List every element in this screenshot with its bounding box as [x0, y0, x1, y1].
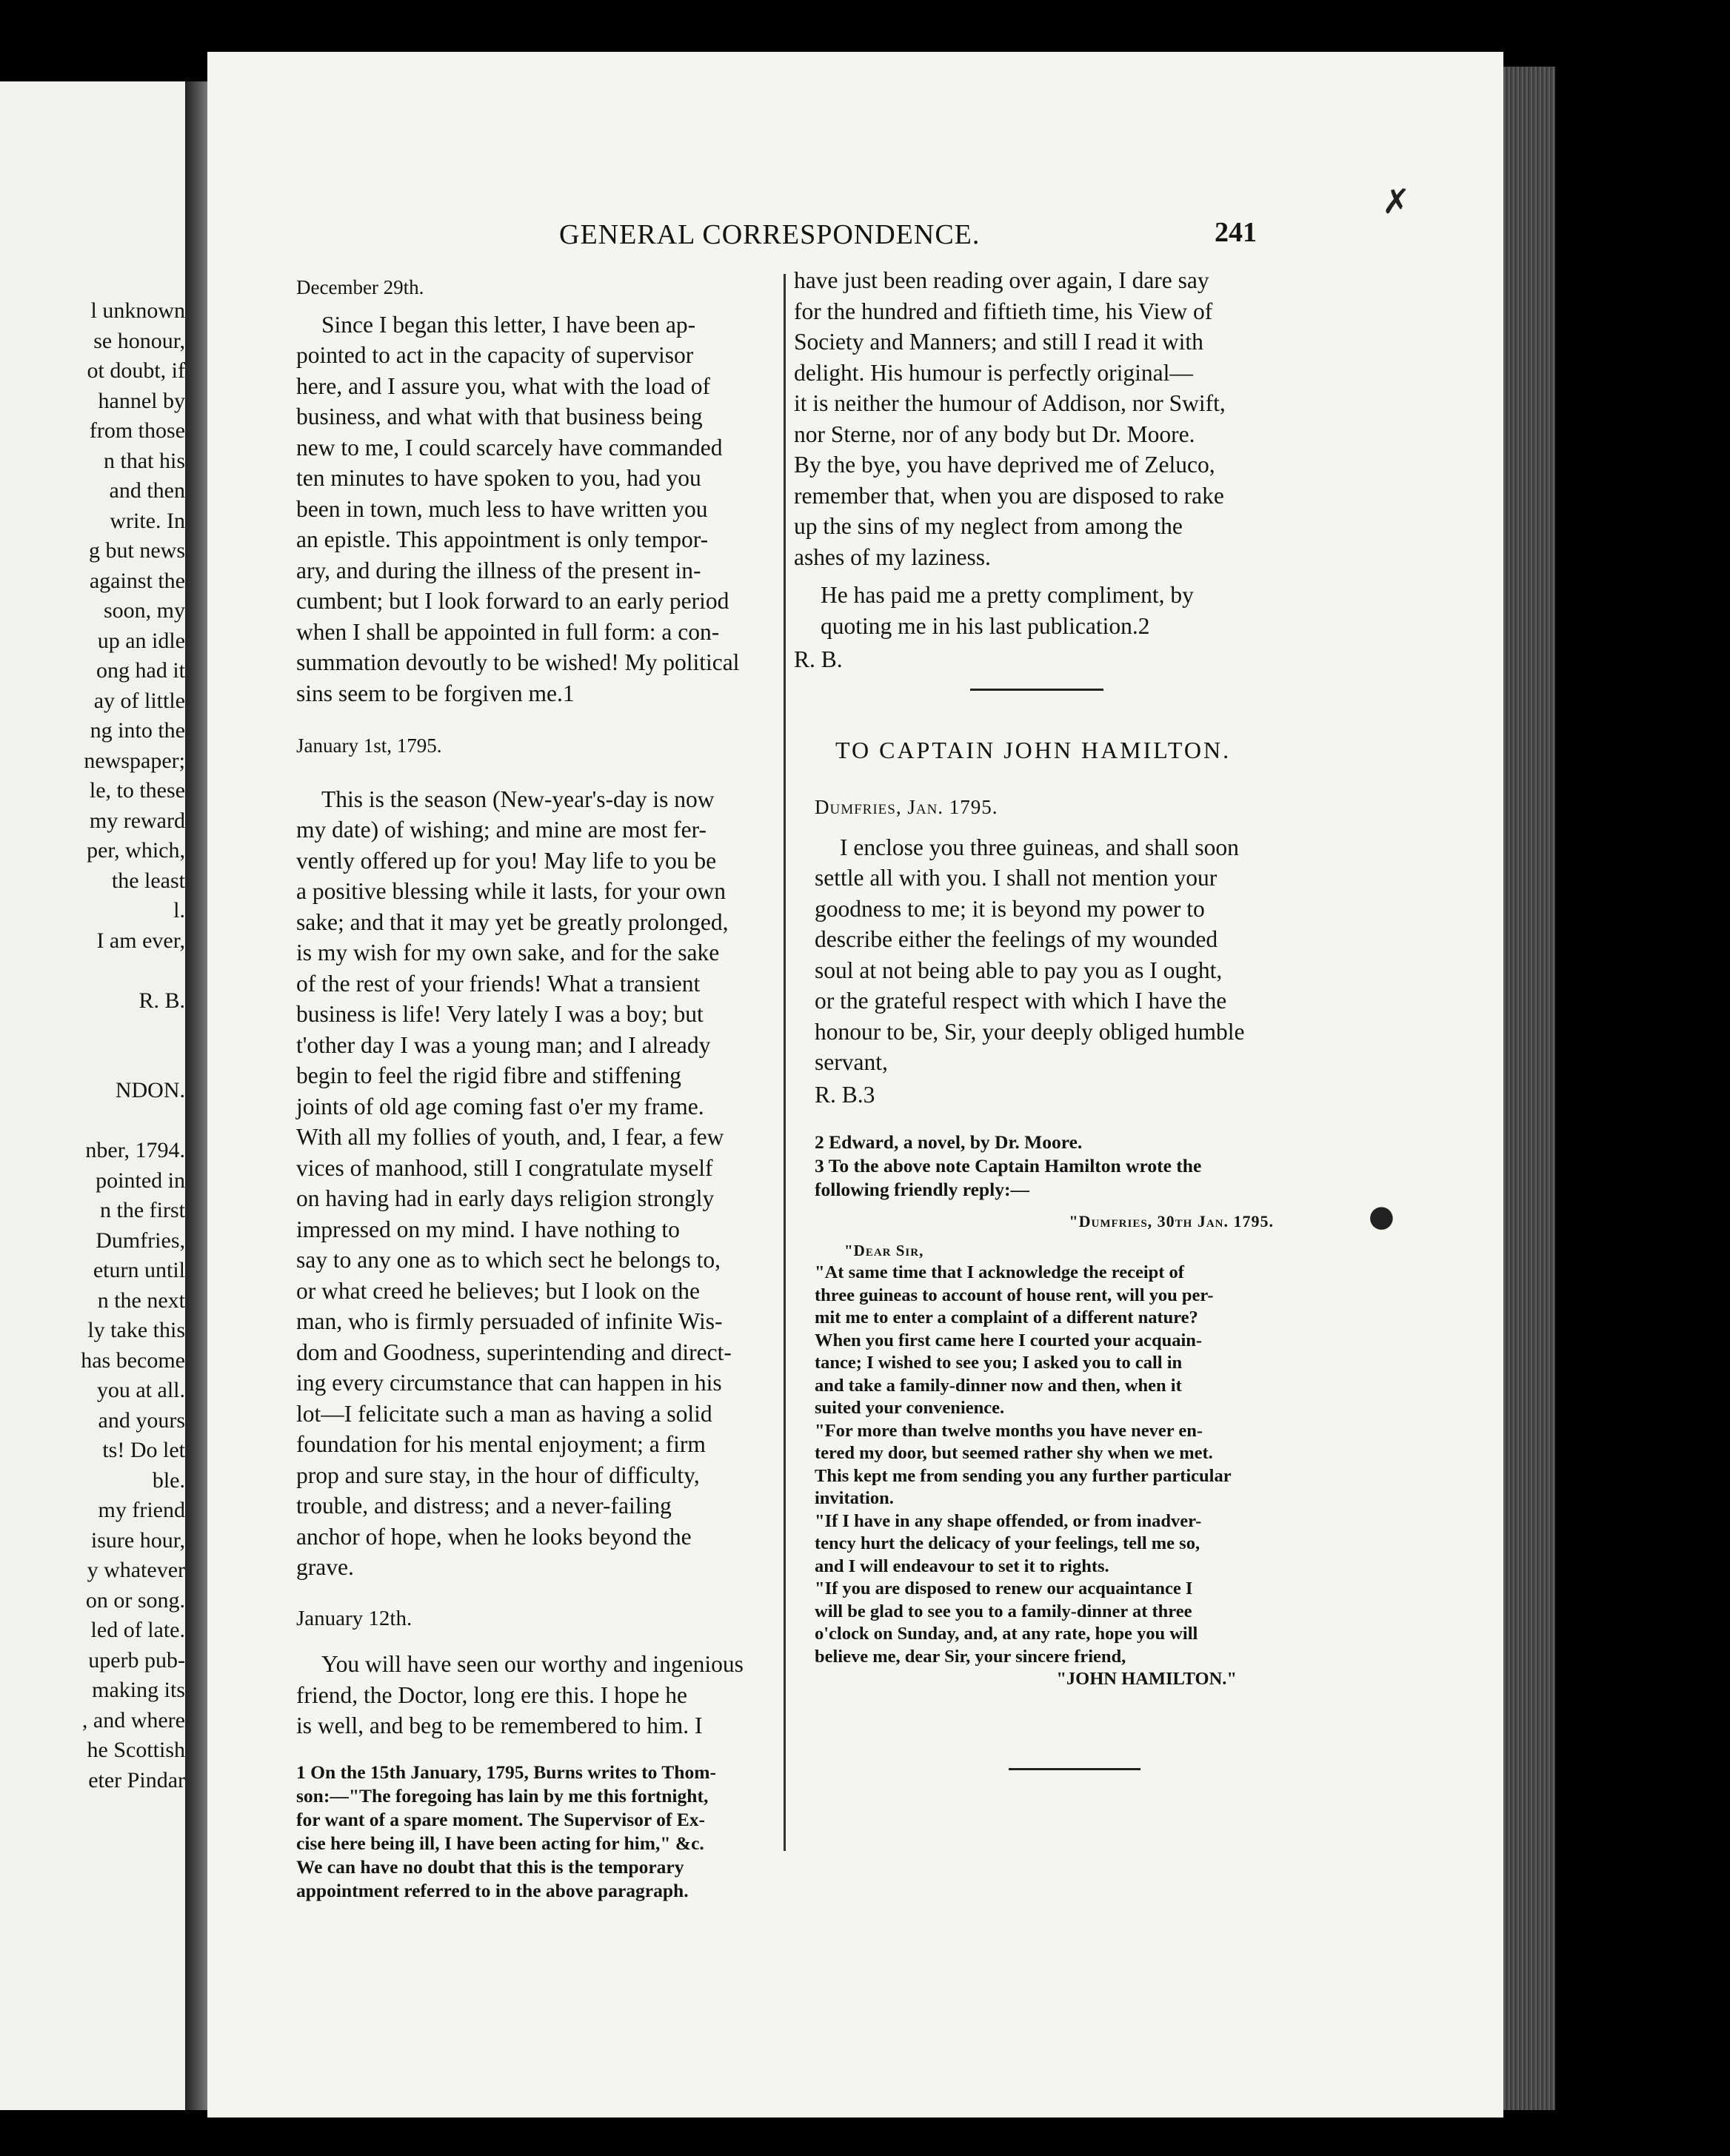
left-page-line: and then — [109, 478, 185, 503]
text-line: describe either the feelings of my wounded — [815, 926, 1218, 952]
left-page-line: per, which, — [87, 838, 185, 863]
left-page-line: ay of little — [93, 688, 185, 713]
text-line: cumbent; but I look forward to an early period — [296, 588, 729, 614]
reply-dateline: "Dumfries, 30th Jan. 1795. — [1069, 1212, 1274, 1231]
left-page-line: and yours — [98, 1407, 185, 1433]
text-line: suited your convenience. — [815, 1398, 1005, 1418]
left-page-line: led of late. — [90, 1618, 185, 1642]
paragraph-dr-moore — [794, 265, 1298, 572]
paragraph-supervisor — [296, 309, 774, 709]
left-page-line: ly take this — [87, 1318, 185, 1342]
text-line: ten minutes to have spoken to you, had you — [296, 465, 701, 491]
left-column — [296, 272, 774, 1903]
text-line: for want of a spare moment. The Supervisor of Ex- — [296, 1808, 706, 1830]
letter-dateline: Dumfries, Jan. 1795. — [815, 796, 998, 818]
reply-salutation: "Dear Sir, — [844, 1241, 924, 1259]
text-line: for the hundred and fiftieth time, his View of — [794, 298, 1213, 324]
text-line: delight. His humour is perfectly original— — [794, 359, 1193, 386]
text-line: soul at not being able to pay you as I ought, — [815, 957, 1223, 983]
text-line: tance; I wished to see you; I asked you to call in — [815, 1353, 1183, 1373]
paragraph-compliment — [794, 580, 1298, 641]
left-page-line: y whatever — [87, 1558, 185, 1582]
left-page-line: on or song. — [85, 1587, 185, 1613]
left-page-line: nber, 1794. — [85, 1138, 185, 1162]
text-line: vices of manhood, still I congratulate myself — [296, 1154, 713, 1181]
text-line: Society and Manners; and still I read it with — [794, 329, 1203, 355]
text-line: is my wish for my own sake, and for the sake — [296, 940, 720, 965]
text-line: sake; and that it may yet be greatly prolonged, — [296, 908, 729, 935]
text-line: tered my door, but seemed rather shy when we met. — [815, 1443, 1213, 1463]
text-line: my date) of wishing; and mine are most fer- — [296, 817, 707, 843]
text-line: new to me, I could scarcely have commanded — [296, 434, 723, 461]
left-page-line: uperb pub- — [88, 1647, 185, 1673]
text-line: believe me, dear Sir, your sincere friend, — [815, 1646, 1126, 1667]
text-line: an epistle. This appointment is only tempor- — [296, 526, 709, 552]
end-divider — [1009, 1768, 1140, 1770]
text-line: You will have seen our worthy and ingenious — [321, 1651, 744, 1677]
text-line: friend, the Doctor, long ere this. I hope he — [296, 1681, 687, 1708]
text-line: is well, and beg to be remembered to him. I — [296, 1713, 703, 1738]
left-page-line: n the first — [100, 1198, 185, 1222]
text-line: have just been reading over again, I dare say — [794, 267, 1209, 293]
text-line: when I shall be appointed in full form: a con- — [296, 618, 720, 645]
book-gutter — [185, 81, 207, 2110]
left-page-line: ong had it — [96, 658, 185, 683]
left-page-line: , and where — [81, 1707, 185, 1732]
signature-rb3: R. B.3 — [815, 1081, 875, 1108]
left-page-line: n the next — [97, 1288, 185, 1313]
text-line: up the sins of my neglect from among the — [794, 513, 1183, 539]
left-page-line: the least — [111, 868, 185, 893]
left-page-line: ng into the — [90, 718, 185, 743]
text-line: ary, and during the illness of the present in- — [296, 557, 701, 583]
text-line: or what creed he believes; but I look on the — [296, 1277, 700, 1304]
text-line: He has paid me a pretty compliment, by — [821, 582, 1194, 608]
left-page-line: newspaper; — [84, 748, 185, 773]
text-line: and take a family-dinner now and then, when it — [815, 1375, 1182, 1396]
left-page-line: se honour, — [93, 328, 185, 353]
signature-rb: R. B. — [794, 646, 843, 672]
text-line: or the grateful respect with which I have the — [815, 988, 1227, 1014]
paragraph-new-year — [296, 784, 774, 1583]
text-line: "For more than twelve months you have never en- — [815, 1420, 1203, 1441]
text-line: I enclose you three guineas, and shall soon — [840, 834, 1239, 860]
left-page-line: eter Pindar — [88, 1767, 185, 1792]
letter-body — [815, 832, 1289, 1078]
hamilton-letter — [815, 792, 1289, 1691]
left-page-line: you at all. — [96, 1378, 185, 1402]
left-page-line: has become — [81, 1348, 185, 1373]
left-page-line: NDON. — [115, 1078, 185, 1102]
left-page-line: R. B. — [138, 988, 185, 1013]
left-page-line: ts! Do let — [102, 1438, 185, 1462]
text-line: business, and what with that business being — [296, 404, 703, 429]
reply-signature: "JOHN HAMILTON." — [1056, 1669, 1237, 1689]
text-line: o'clock on Sunday, and, at any rate, hope you will — [815, 1624, 1198, 1644]
text-line: man, who is firmly persuaded of infinite Wis- — [296, 1308, 723, 1334]
left-page-line: soon, my — [103, 598, 185, 623]
ink-blot-icon: ● — [1369, 1199, 1395, 1233]
left-page-line: my reward — [89, 808, 185, 833]
text-line: With all my follies of youth, and, I fear, a few — [296, 1124, 724, 1150]
footnotes-2-3 — [815, 1131, 1289, 1202]
text-line: impressed on my mind. I have nothing to — [296, 1216, 680, 1242]
text-line: 1 On the 15th January, 1795, Burns writes to Thom- — [296, 1761, 716, 1783]
left-page-line: up an idle — [97, 628, 185, 653]
text-line: servant, — [815, 1049, 888, 1075]
page-edges — [1503, 67, 1555, 2110]
section-divider — [970, 689, 1103, 691]
column-rule — [784, 274, 786, 1851]
left-page-line: l unknown — [90, 298, 185, 323]
text-line: "If you are disposed to renew our acquaintance I — [815, 1578, 1193, 1598]
left-page-line: making its — [92, 1678, 185, 1702]
text-line: anchor of hope, when he looks beyond the — [296, 1523, 692, 1550]
running-header: GENERAL CORRESPONDENCE. — [559, 219, 981, 250]
text-line: By the bye, you have deprived me of Zeluco, — [794, 452, 1215, 478]
left-page-line: my friend — [98, 1498, 185, 1522]
left-page-line: le, to these — [89, 778, 185, 803]
pencil-mark-icon: ✗ — [1382, 181, 1411, 221]
date-december-29: December 29th. — [296, 276, 424, 298]
text-line: pointed to act in the capacity of supervisor — [296, 342, 694, 368]
text-line: cise here being ill, I have been acting for him," &c. — [296, 1832, 704, 1854]
left-page-line: pointed in — [96, 1168, 185, 1193]
text-line: been in town, much less to have written you — [296, 495, 708, 522]
left-page-line: isure hour, — [90, 1527, 185, 1553]
date-january-12: January 12th. — [296, 1606, 413, 1630]
text-line: begin to feel the rigid fibre and stiffening — [296, 1062, 681, 1088]
text-line: settle all with you. I shall not mention your — [815, 865, 1218, 891]
text-line: vently offered up for you! May life to you be — [296, 847, 717, 874]
text-line: invitation. — [815, 1488, 894, 1508]
text-line: trouble, and distress; and a never-failing — [296, 1493, 672, 1519]
left-page-line: I am ever, — [96, 928, 185, 953]
text-line: t'other day I was a young man; and I already — [296, 1031, 711, 1058]
text-line: remember that, when you are disposed to rake — [794, 482, 1224, 509]
text-line: on having had in early days religion strongly — [296, 1185, 715, 1211]
left-page-line: n that his — [104, 448, 185, 473]
text-line: of the rest of your friends! What a transient — [296, 970, 701, 997]
left-page-line: l. — [173, 898, 185, 923]
letter-heading: TO CAPTAIN JOHN HAMILTON. — [835, 737, 1232, 763]
text-line: business is life! Very lately I was a boy; but — [296, 1001, 704, 1027]
text-line: grave. — [296, 1554, 354, 1580]
text-line: son:—"The foregoing has lain by me this fortnight, — [296, 1784, 709, 1807]
left-page-line: Dumfries, — [96, 1228, 185, 1253]
text-line: This is the season (New-year's-day is now — [321, 786, 715, 812]
text-line: joints of old age coming fast o'er my frame. — [296, 1093, 704, 1119]
text-line: it is neither the humour of Addison, nor Swift, — [794, 390, 1226, 416]
text-line: summation devoutly to be wished! My political — [296, 649, 740, 675]
left-page-line: hannel by — [98, 388, 185, 413]
text-line: "If I have in any shape offended, or from inadver- — [815, 1510, 1202, 1531]
left-page-line: against the — [89, 568, 185, 593]
left-page-line: eturn until — [93, 1258, 185, 1282]
left-page-fragment — [0, 81, 190, 2110]
text-line: goodness to me; it is beyond my power to — [815, 895, 1205, 922]
text-line: dom and Goodness, superintending and direct- — [296, 1339, 732, 1365]
text-line: 2 Edward, a novel, by Dr. Moore. — [815, 1131, 1083, 1153]
left-page-line: from those — [89, 418, 185, 443]
text-line: quoting me in his last publication.2 — [821, 612, 1150, 639]
text-line: honour to be, Sir, your deeply obliged humble — [815, 1018, 1245, 1045]
text-line: lot—I felicitate such a man as having a solid — [296, 1400, 712, 1427]
right-column — [794, 265, 1298, 675]
text-line: appointment referred to in the above paragraph. — [296, 1879, 689, 1901]
text-line: mit me to enter a complaint of a different nature? — [815, 1308, 1198, 1328]
text-line: ashes of my laziness. — [794, 543, 991, 570]
text-line: and I will endeavour to set it to rights. — [815, 1556, 1109, 1576]
text-line: We can have no doubt that this is the temporary — [296, 1855, 684, 1878]
text-line: tency hurt the delicacy of your feelings, tell me so, — [815, 1533, 1200, 1553]
text-line: 3 To the above note Captain Hamilton wrote the — [815, 1155, 1202, 1176]
text-line: three guineas to account of house rent, will you per- — [815, 1285, 1214, 1305]
text-line: a positive blessing while it lasts, for your own — [296, 878, 727, 904]
reply-body — [815, 1262, 1289, 1668]
text-line: here, and I assure you, what with the load of — [296, 372, 710, 399]
text-line: ing every circumstance that can happen in his — [296, 1370, 722, 1396]
left-page-line: he Scottish — [87, 1738, 185, 1762]
left-page-line: ble. — [152, 1467, 185, 1493]
text-line: foundation for his mental enjoyment; a firm — [296, 1431, 706, 1457]
footnote-1 — [296, 1761, 774, 1903]
left-page-line: g but news — [89, 538, 185, 563]
left-page-line: write. In — [110, 508, 185, 533]
text-line: When you first came here I courted your acquain- — [815, 1330, 1203, 1350]
text-line: "At same time that I acknowledge the receipt of — [815, 1262, 1184, 1282]
text-line: following friendly reply:— — [815, 1179, 1029, 1200]
text-line: nor Sterne, nor of any body but Dr. Moore. — [794, 421, 1195, 447]
text-line: sins seem to be forgiven me.1 — [296, 680, 575, 706]
left-page-line: ot doubt, if — [87, 358, 185, 383]
text-line: say to any one as to which sect he belongs to, — [296, 1247, 721, 1273]
date-january-1: January 1st, 1795. — [296, 734, 442, 757]
page-number: 241 — [1215, 217, 1257, 248]
paragraph-doctor — [296, 1649, 774, 1741]
reply-letter — [815, 1211, 1289, 1691]
text-line: Since I began this letter, I have been ap- — [321, 311, 696, 338]
text-line: will be glad to see you to a family-dinner at three — [815, 1601, 1192, 1621]
text-line: prop and sure stay, in the hour of difficulty, — [296, 1462, 700, 1488]
text-line: This kept me from sending you any further particular — [815, 1465, 1232, 1486]
